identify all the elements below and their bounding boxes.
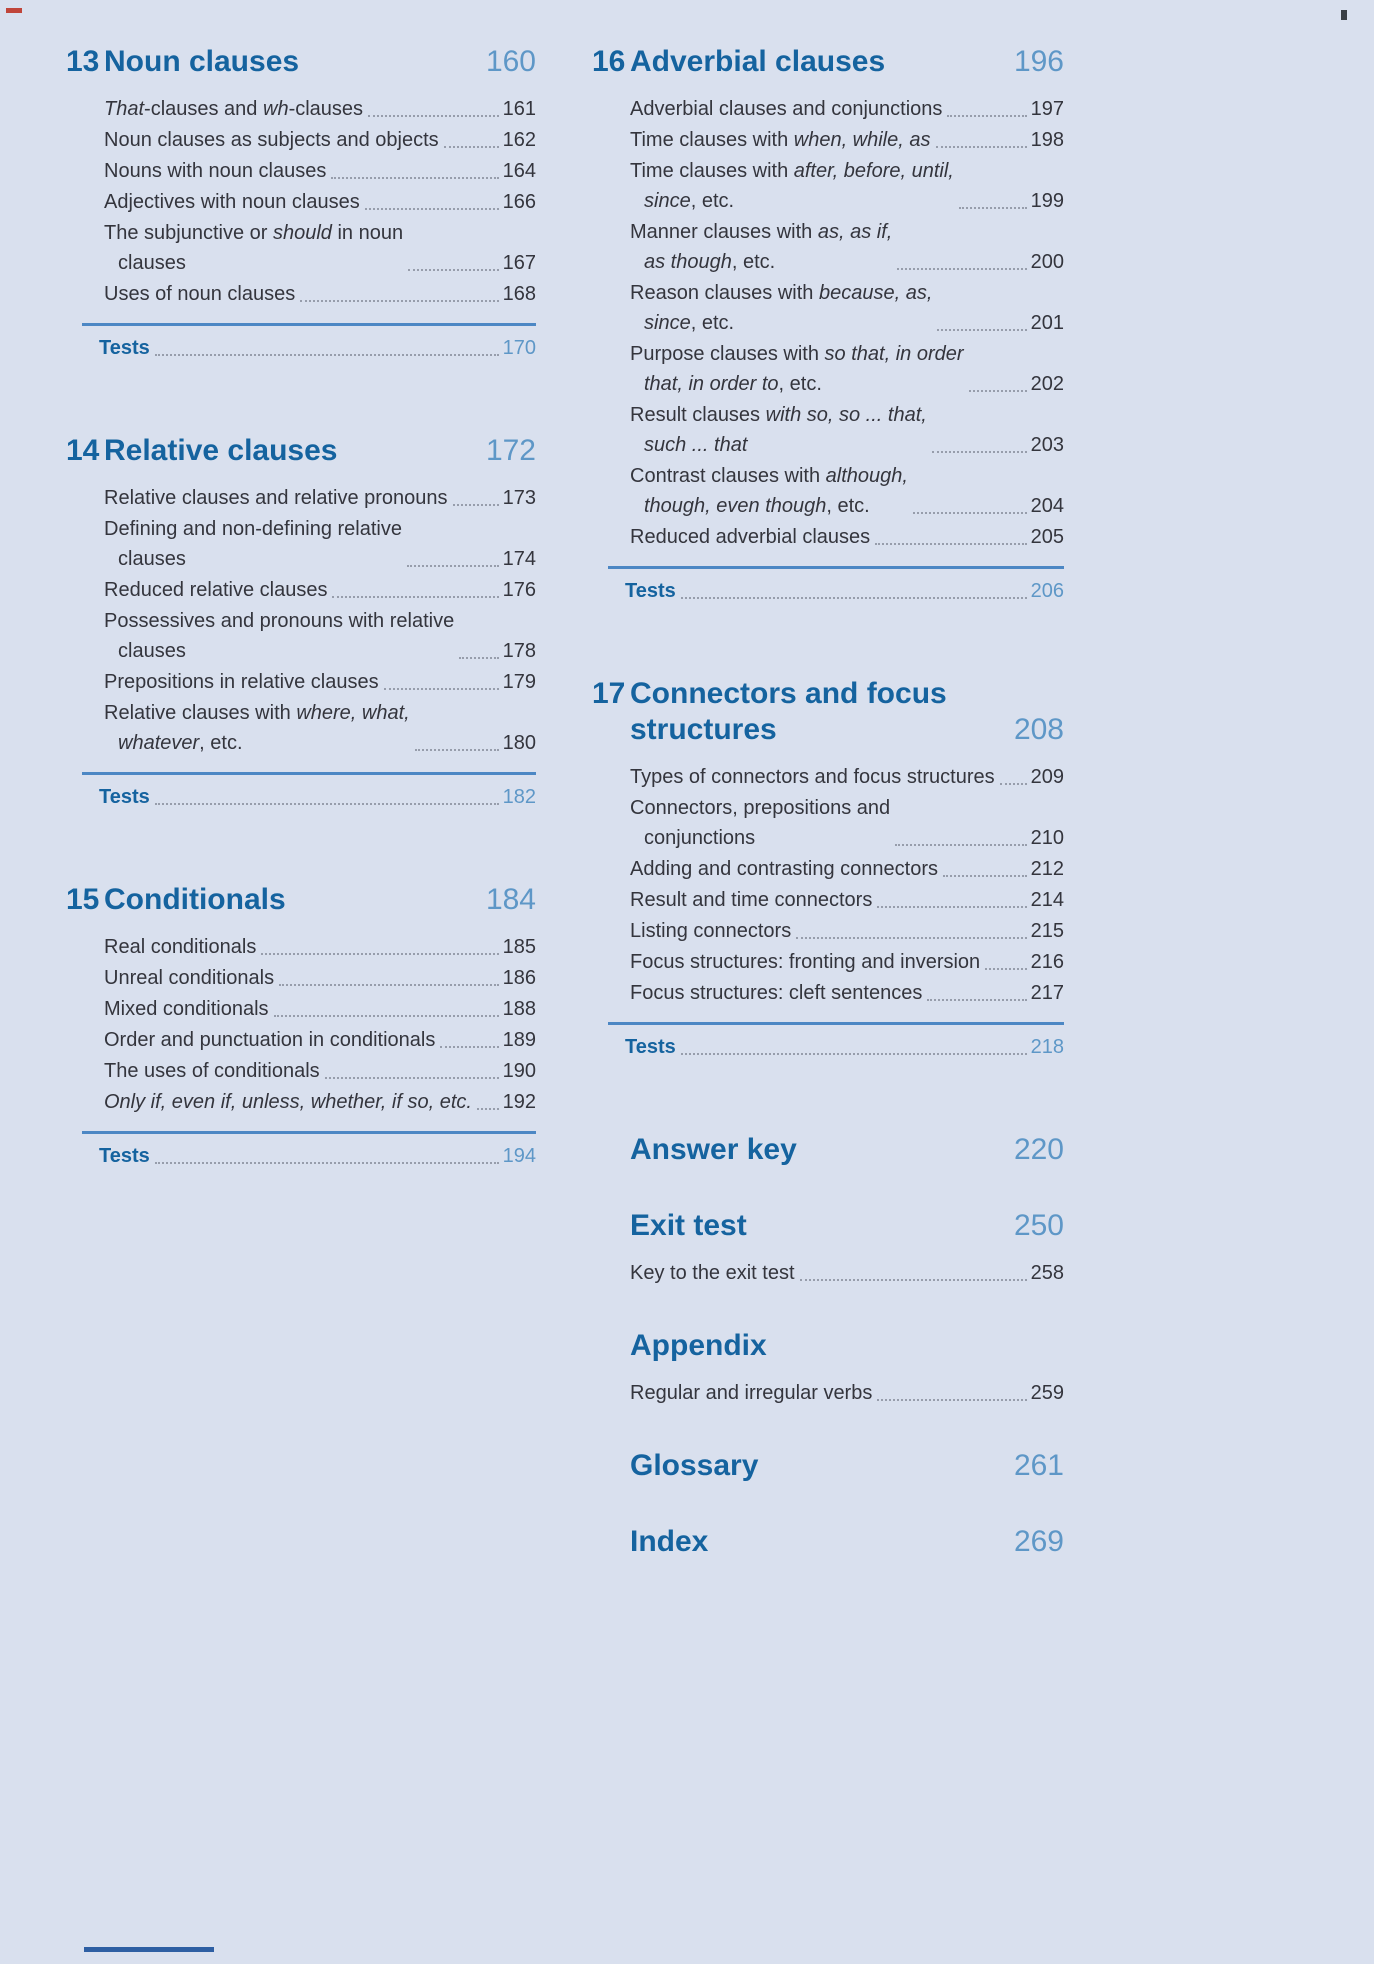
entry-title [104, 514, 402, 574]
chapter-heading [592, 1132, 1064, 1168]
toc-entry [630, 1258, 1064, 1288]
text-segment: Contrast clauses with [630, 465, 826, 487]
dotted-leader [155, 1162, 499, 1164]
toc-entry [630, 522, 1064, 552]
entry-title [630, 278, 932, 338]
entry-title [104, 1087, 472, 1117]
entry-page-number: 217 [1030, 982, 1064, 1004]
dotted-leader [947, 115, 1026, 117]
entry-title [630, 156, 954, 216]
dotted-leader [453, 504, 499, 506]
entry-title [630, 1258, 795, 1288]
dotted-leader [895, 844, 1026, 846]
chapter-page-number: 261 [1013, 1449, 1064, 1482]
text-segment: Key to the exit test [630, 1262, 795, 1284]
entry-page-number: 173 [502, 487, 536, 509]
entry-title [625, 1032, 676, 1062]
chapter-title: Relative clauses [104, 434, 338, 467]
text-segment: Relative clauses and relative pronouns [104, 487, 448, 509]
chapter-heading [592, 44, 1064, 80]
text-segment: Reduced adverbial clauses [630, 526, 871, 548]
entry-title [630, 793, 890, 853]
entry-page-number: 202 [1030, 373, 1064, 395]
dotted-leader [279, 984, 499, 986]
entry-title [104, 606, 454, 666]
entry-page-number: 216 [1030, 951, 1064, 973]
entry-page-number: 194 [502, 1145, 536, 1167]
entry-title [630, 885, 872, 915]
dotted-leader [943, 875, 1027, 877]
chapter-entries [625, 762, 1064, 1062]
toc-column-left [66, 44, 536, 1600]
tests-entry [608, 1022, 1064, 1062]
toc-entry [104, 575, 536, 605]
dotted-leader [274, 1015, 499, 1017]
entry-title [104, 125, 439, 155]
entry-page-number: 185 [502, 936, 536, 958]
entry-title [104, 94, 363, 124]
entry-page-number: 189 [502, 1029, 536, 1051]
entry-title [630, 947, 980, 977]
entry-page-number: 198 [1030, 129, 1064, 151]
toc-entry [104, 156, 536, 186]
entry-page-number: 179 [502, 671, 536, 693]
toc-chapter [66, 882, 536, 1171]
entry-title [104, 483, 448, 513]
entry-title [104, 1025, 435, 1055]
entry-title [630, 94, 942, 124]
chapter-entries [99, 483, 536, 812]
italic-text: as though [644, 251, 732, 273]
italic-text: Only if, even if, unless, whether, if so, etc. [104, 1091, 472, 1113]
dotted-leader [913, 512, 1027, 514]
entry-title [104, 963, 274, 993]
chapter-title: Answer key [630, 1133, 797, 1166]
entry-page-number: 203 [1030, 434, 1064, 456]
dotted-leader [875, 543, 1026, 545]
toc-entry [630, 94, 1064, 124]
entry-page-number: 166 [502, 191, 536, 213]
italic-text: as, as if, [817, 221, 893, 243]
toc-entry [630, 156, 1064, 216]
dotted-leader [897, 268, 1026, 270]
chapter-heading [66, 882, 536, 918]
dotted-leader [937, 329, 1026, 331]
entry-page-number: 199 [1030, 190, 1064, 212]
toc-chapter [592, 44, 1064, 606]
text-segment: clauses [118, 252, 186, 274]
dotted-leader [681, 1053, 1027, 1055]
dotted-leader [365, 208, 499, 210]
dotted-leader [440, 1046, 498, 1048]
chapter-page-number: 250 [1013, 1209, 1064, 1242]
dotted-leader [415, 749, 499, 751]
entry-title [630, 217, 892, 277]
entry-title [104, 932, 256, 962]
text-segment: The subjunctive or [104, 222, 273, 244]
text-segment: , etc. [826, 495, 870, 517]
chapter-title: Adverbial clauses [630, 45, 886, 78]
chapter-title: Exit test [630, 1209, 747, 1242]
dotted-leader [368, 115, 499, 117]
text-segment: clauses [118, 640, 186, 662]
entry-title [104, 218, 403, 278]
toc-entry [104, 667, 536, 697]
scan-mark-dark [1341, 10, 1347, 20]
text-segment: , etc. [778, 373, 822, 395]
chapter-title: Appendix [630, 1329, 767, 1362]
italic-text: That [104, 98, 145, 120]
dotted-leader [407, 565, 499, 567]
dotted-leader [300, 300, 498, 302]
toc-entry [104, 1087, 536, 1117]
entry-title [630, 762, 995, 792]
entry-page-number: 164 [502, 160, 536, 182]
toc-entry [630, 1378, 1064, 1408]
italic-text: when, while, as [793, 129, 931, 151]
chapter-heading [66, 44, 536, 80]
italic-text: where, what, [296, 702, 410, 724]
toc-entry [104, 1056, 536, 1086]
text-segment: Real conditionals [104, 936, 257, 958]
italic-text: whatever [118, 732, 200, 754]
entry-title [104, 575, 327, 605]
toc-entry [630, 885, 1064, 915]
dotted-leader [325, 1077, 499, 1079]
text-segment: , etc. [690, 190, 735, 212]
text-segment: The uses of conditionals [104, 1060, 320, 1082]
entry-title [104, 1056, 320, 1086]
dotted-leader [155, 354, 499, 356]
text-segment: Tests [99, 786, 150, 808]
chapter-page-number: 269 [1013, 1525, 1064, 1558]
text-segment: Adjectives with noun clauses [104, 191, 360, 213]
dotted-leader [877, 1399, 1026, 1401]
chapter-entries [99, 932, 536, 1171]
toc-entry [104, 514, 536, 574]
entry-title [630, 978, 922, 1008]
toc-entry [630, 793, 1064, 853]
text-segment: Order and punctuation in conditionals [104, 1029, 436, 1051]
text-segment: Nouns with noun clauses [104, 160, 327, 182]
dotted-leader [959, 207, 1027, 209]
entry-page-number: 180 [502, 732, 536, 754]
entry-page-number: 162 [502, 129, 536, 151]
entry-page-number: 204 [1030, 495, 1064, 517]
italic-text: although, [825, 465, 908, 487]
entry-title [99, 782, 150, 812]
text-segment: Unreal conditionals [104, 967, 275, 989]
toc-entry [630, 916, 1064, 946]
toc-entry [630, 125, 1064, 155]
toc-chapter [592, 676, 1064, 1062]
toc-chapter [592, 1448, 1064, 1484]
entry-title [104, 698, 410, 758]
text-segment: , etc. [731, 251, 776, 273]
entry-page-number: 205 [1030, 526, 1064, 548]
entry-page-number: 209 [1030, 766, 1064, 788]
entry-title [99, 1141, 150, 1171]
dotted-leader [936, 146, 1027, 148]
dotted-leader [932, 451, 1027, 453]
chapter-number: 16 [592, 45, 626, 78]
text-segment: in noun [331, 222, 404, 244]
chapter-page-number: 184 [485, 883, 536, 916]
entry-title [630, 461, 908, 521]
entry-title [104, 994, 269, 1024]
entry-page-number: 178 [502, 640, 536, 662]
text-segment: Listing connectors [630, 920, 792, 942]
entry-page-number: 201 [1030, 312, 1064, 334]
entry-title [104, 279, 295, 309]
chapter-entries [625, 94, 1064, 606]
dotted-leader [969, 390, 1027, 392]
italic-text: since [644, 312, 691, 334]
text-segment: , etc. [690, 312, 735, 334]
chapter-entries [630, 1258, 1064, 1288]
text-segment: clauses [118, 548, 186, 570]
toc-entry [630, 978, 1064, 1008]
text-segment: Tests [625, 580, 676, 602]
text-segment: Focus structures: fronting and inversion [630, 951, 981, 973]
chapter-page-number: 196 [1013, 45, 1064, 78]
chapter-title: Conditionals [104, 883, 286, 916]
toc-chapter [592, 1208, 1064, 1288]
toc-entry [630, 461, 1064, 521]
chapter-number: 17 [592, 677, 626, 710]
toc-entry [104, 218, 536, 278]
italic-text: so that, in order [824, 343, 964, 365]
chapter-page-number: 160 [485, 45, 536, 78]
toc-chapter [592, 1524, 1064, 1560]
dotted-leader [408, 269, 499, 271]
entry-page-number: 212 [1030, 858, 1064, 880]
dotted-leader [985, 968, 1026, 970]
dotted-leader [384, 688, 499, 690]
tests-entry [608, 566, 1064, 606]
table-of-contents-page [66, 44, 1064, 1600]
italic-text: such ... that [644, 434, 748, 456]
chapter-heading [592, 1328, 1064, 1364]
italic-text: because, as, [818, 282, 933, 304]
entry-page-number: 186 [502, 967, 536, 989]
entry-title [630, 125, 931, 155]
text-segment: Tests [99, 337, 150, 359]
toc-entry [630, 947, 1064, 977]
chapter-entries [99, 94, 536, 363]
text-segment: Manner clauses with [630, 221, 818, 243]
chapter-number: 15 [66, 883, 100, 916]
dotted-leader [155, 803, 499, 805]
text-segment: Time clauses with [630, 160, 794, 182]
entry-title [625, 576, 676, 606]
entry-title [99, 333, 150, 363]
entry-title [630, 339, 964, 399]
italic-text: should [272, 222, 332, 244]
text-segment: Regular and irregular verbs [630, 1382, 873, 1404]
entry-title [630, 400, 927, 460]
entry-page-number: 210 [1030, 827, 1064, 849]
entry-page-number: 200 [1030, 251, 1064, 273]
italic-text: after, before, until, [793, 160, 954, 182]
text-segment: Adverbial clauses and conjunctions [630, 98, 943, 120]
toc-entry [630, 278, 1064, 338]
chapter-number: 14 [66, 434, 100, 467]
toc-entry [104, 698, 536, 758]
entry-title [630, 522, 870, 552]
toc-chapter [66, 44, 536, 363]
text-segment: , etc. [199, 732, 243, 754]
chapter-heading [66, 433, 536, 469]
toc-entry [630, 400, 1064, 460]
text-segment: Uses of noun clauses [104, 283, 296, 305]
toc-entry [630, 762, 1064, 792]
entry-page-number: 182 [502, 786, 536, 808]
dotted-leader [1000, 783, 1027, 785]
italic-text: that, in order to [644, 373, 779, 395]
entry-title [630, 854, 938, 884]
text-segment: Noun clauses as subjects and objects [104, 129, 439, 151]
dotted-leader [459, 657, 498, 659]
tests-entry [82, 1131, 536, 1171]
entry-page-number: 215 [1030, 920, 1064, 942]
toc-column-right [592, 44, 1064, 1600]
toc-entry [630, 854, 1064, 884]
text-segment: Result and time connectors [630, 889, 873, 911]
dotted-leader [877, 906, 1026, 908]
chapter-page-number: 208 [1013, 713, 1064, 746]
chapter-entries [630, 1378, 1064, 1408]
toc-chapter [66, 433, 536, 812]
text-segment: Defining and non-defining relative [104, 518, 402, 540]
entry-page-number: 190 [502, 1060, 536, 1082]
entry-title [630, 1378, 872, 1408]
entry-page-number: 192 [502, 1091, 536, 1113]
scan-mark-blue-line [84, 1947, 214, 1952]
italic-text: since [644, 190, 691, 212]
entry-page-number: 218 [1030, 1036, 1064, 1058]
toc-entry [630, 339, 1064, 399]
text-segment: Reduced relative clauses [104, 579, 328, 601]
text-segment: conjunctions [644, 827, 756, 849]
text-segment: Connectors, prepositions and [630, 797, 891, 819]
dotted-leader [331, 177, 498, 179]
text-segment: Time clauses with [630, 129, 794, 151]
chapter-heading [592, 1448, 1064, 1484]
toc-entry [104, 1025, 536, 1055]
entry-page-number: 259 [1030, 1382, 1064, 1404]
entry-title [630, 916, 791, 946]
entry-page-number: 258 [1030, 1262, 1064, 1284]
entry-page-number: 168 [502, 283, 536, 305]
entry-page-number: 176 [502, 579, 536, 601]
toc-entry [104, 606, 536, 666]
text-segment: Types of connectors and focus structures [630, 766, 995, 788]
entry-page-number: 188 [502, 998, 536, 1020]
text-segment: Tests [99, 1145, 150, 1167]
dotted-leader [477, 1108, 499, 1110]
entry-page-number: 197 [1030, 98, 1064, 120]
italic-text: with so, so ... that, [765, 404, 927, 426]
text-segment: Possessives and pronouns with relative [104, 610, 455, 632]
toc-entry [104, 279, 536, 309]
entry-page-number: 206 [1030, 580, 1064, 602]
chapter-page-number: 220 [1013, 1133, 1064, 1166]
entry-page-number: 174 [502, 548, 536, 570]
chapter-heading [592, 1208, 1064, 1244]
entry-page-number: 167 [502, 252, 536, 274]
text-segment: Relative clauses with [104, 702, 297, 724]
dotted-leader [681, 597, 1027, 599]
dotted-leader [800, 1279, 1027, 1281]
toc-entry [104, 125, 536, 155]
chapter-heading [592, 676, 1064, 748]
italic-text: though, even though [644, 495, 827, 517]
text-segment: Adding and contrasting connectors [630, 858, 938, 880]
toc-chapter [592, 1328, 1064, 1408]
chapter-title: Glossary [630, 1449, 759, 1482]
entry-title [104, 156, 326, 186]
dotted-leader [444, 146, 499, 148]
text-segment: Prepositions in relative clauses [104, 671, 379, 693]
toc-entry [104, 94, 536, 124]
chapter-number: 13 [66, 45, 100, 78]
entry-page-number: 170 [502, 337, 536, 359]
scan-mark-red [6, 8, 22, 13]
entry-title [104, 187, 360, 217]
chapter-heading [592, 1524, 1064, 1560]
italic-text: wh [263, 98, 289, 120]
text-segment: Mixed conditionals [104, 998, 269, 1020]
entry-page-number: 161 [502, 98, 536, 120]
dotted-leader [927, 999, 1026, 1001]
toc-entry [104, 932, 536, 962]
toc-entry [630, 217, 1064, 277]
toc-entry [104, 963, 536, 993]
tests-entry [82, 323, 536, 363]
text-segment: -clauses and [144, 98, 263, 120]
toc-entry [104, 994, 536, 1024]
entry-title [104, 667, 379, 697]
text-segment: Tests [625, 1036, 676, 1058]
toc-chapter [592, 1132, 1064, 1168]
chapter-page-number: 172 [485, 434, 536, 467]
text-segment: Focus structures: cleft sentences [630, 982, 923, 1004]
chapter-title: Noun clauses [104, 45, 300, 78]
chapter-title: Index [630, 1525, 709, 1558]
entry-page-number: 214 [1030, 889, 1064, 911]
dotted-leader [796, 937, 1026, 939]
text-segment: Result clauses [630, 404, 766, 426]
chapter-title: Connectors and focus structures [630, 677, 947, 746]
text-segment: Reason clauses with [630, 282, 819, 304]
toc-entry [104, 187, 536, 217]
text-segment: -clauses [288, 98, 364, 120]
dotted-leader [332, 596, 498, 598]
toc-entry [104, 483, 536, 513]
tests-entry [82, 772, 536, 812]
dotted-leader [261, 953, 498, 955]
text-segment: Purpose clauses with [630, 343, 825, 365]
